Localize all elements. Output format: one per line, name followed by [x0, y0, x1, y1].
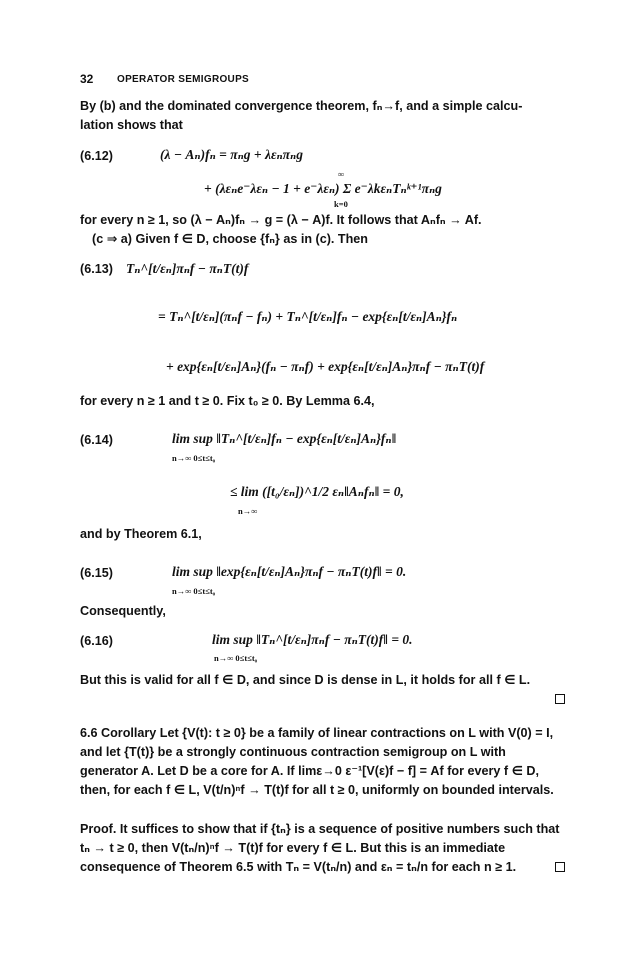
corollary-paragraph [80, 724, 566, 800]
equation-6-12-line-2: + (λεₙe⁻λεₙ − 1 + e⁻λεₙ) Σ e⁻λkεₙTₙᵏ⁺¹πₙg [204, 181, 442, 196]
equation-6-14-line-1: lim sup ‖Tₙ^[t/εₙ]fₙ − exp{εₙ[t/εₙ]Aₙ}fₙ‖ [172, 431, 397, 446]
equation-6-14-subscript-1: n→∞ 0≤t≤t₀ [172, 453, 216, 463]
after-6-12-line-2: (c ⇒ a) Given f ∈ D, choose {fₙ} as in (c). Then [92, 232, 369, 246]
page-number: 32 [80, 72, 94, 86]
qed-square [555, 694, 565, 704]
equation-6-12-sum-bottom: k=0 [334, 199, 348, 209]
equation-6-14-subscript-2: n→∞ [238, 506, 258, 516]
after-6-12-line-1: for every n ≥ 1, so (λ − Aₙ)fₙ → g = (λ − A)f. It follows that Aₙfₙ → Af. [80, 213, 482, 227]
after-6-13: for every n ≥ 1 and t ≥ 0. Fix t₀ ≥ 0. By Lemma 6.4, [80, 394, 375, 408]
equation-6-13-line-2: = Tₙ^[t/εₙ](πₙf − fₙ) + Tₙ^[t/εₙ]fₙ − exp{εₙ[t/εₙ]Aₙ}fₙ [158, 309, 458, 324]
running-title: OPERATOR SEMIGROUPS [117, 74, 250, 85]
equation-6-15-subscript: n→∞ 0≤t≤t₀ [172, 586, 216, 596]
equation-6-16: lim sup ‖Tₙ^[t/εₙ]πₙf − πₙT(t)f‖ = 0. [212, 632, 413, 647]
qed-square-proof [555, 862, 565, 872]
intro-line-1: By (b) and the dominated convergence theorem, fₙ→f, and a simple calcu- [80, 99, 523, 113]
proof-heading: Proof. [80, 822, 117, 836]
equation-6-13-line-1: Tₙ^[t/εₙ]πₙf − πₙT(t)f [126, 261, 249, 276]
equation-6-12-line-1: (λ − Aₙ)fₙ = πₙg + λεₙπₙg [160, 147, 303, 162]
proof-text: It suffices to show that if {tₙ} is a sequence of positive numbers such that tₙ → t ≥ 0, then V(tₙ/n)ⁿf → T(t)f for every f ∈ L. But this is an immediate consequence of Theorem 6.5 with Tₙ = V(tₙ/n) and εₙ = tₙ/n for each n ≥ 1. [80, 822, 560, 874]
equation-6-12-sum-top: ∞ [338, 169, 345, 179]
equation-6-12-label: (6.12) [80, 149, 113, 163]
equation-6-15: lim sup ‖exp{εₙ[t/εₙ]Aₙ}πₙf − πₙT(t)f‖ = 0. [172, 564, 407, 579]
equation-6-13-label: (6.13) [80, 262, 113, 276]
equation-6-14-label: (6.14) [80, 433, 113, 447]
equation-6-16-subscript: n→∞ 0≤t≤t₀ [214, 653, 258, 663]
corollary-text: Let {V(t): t ≥ 0} be a family of linear contractions on L with V(0) = I, and let {T(t)} be a strongly continuous contraction semigroup on L with generator A. Let D be a core for A. If limε→0 ε⁻¹[V(ε)f − f] = Af for every f ∈ D, then, for each f ∈ L, V(t/n)ⁿf → T(t)f for all t ≥ 0, uniformly on bounded intervals. [80, 726, 554, 797]
final-line: But this is valid for all f ∈ D, and since D is dense in L, it holds for all f ∈ L. [80, 673, 531, 687]
equation-6-15-label: (6.15) [80, 566, 113, 580]
equation-6-14-line-2: ≤ lim ([t₀/εₙ])^1/2 εₙ‖Aₙfₙ‖ = 0, [230, 484, 404, 499]
equation-6-16-label: (6.16) [80, 634, 113, 648]
after-6-14: and by Theorem 6.1, [80, 527, 202, 541]
corollary-heading: 6.6 Corollary [80, 726, 157, 740]
intro-line-2: lation shows that [80, 118, 183, 132]
consequently-text: Consequently, [80, 604, 166, 618]
proof-paragraph [80, 820, 566, 877]
equation-6-13-line-3: + exp{εₙ[t/εₙ]Aₙ}(fₙ − πₙf) + exp{εₙ[t/εₙ]Aₙ}πₙf − πₙT(t)f [166, 359, 485, 374]
